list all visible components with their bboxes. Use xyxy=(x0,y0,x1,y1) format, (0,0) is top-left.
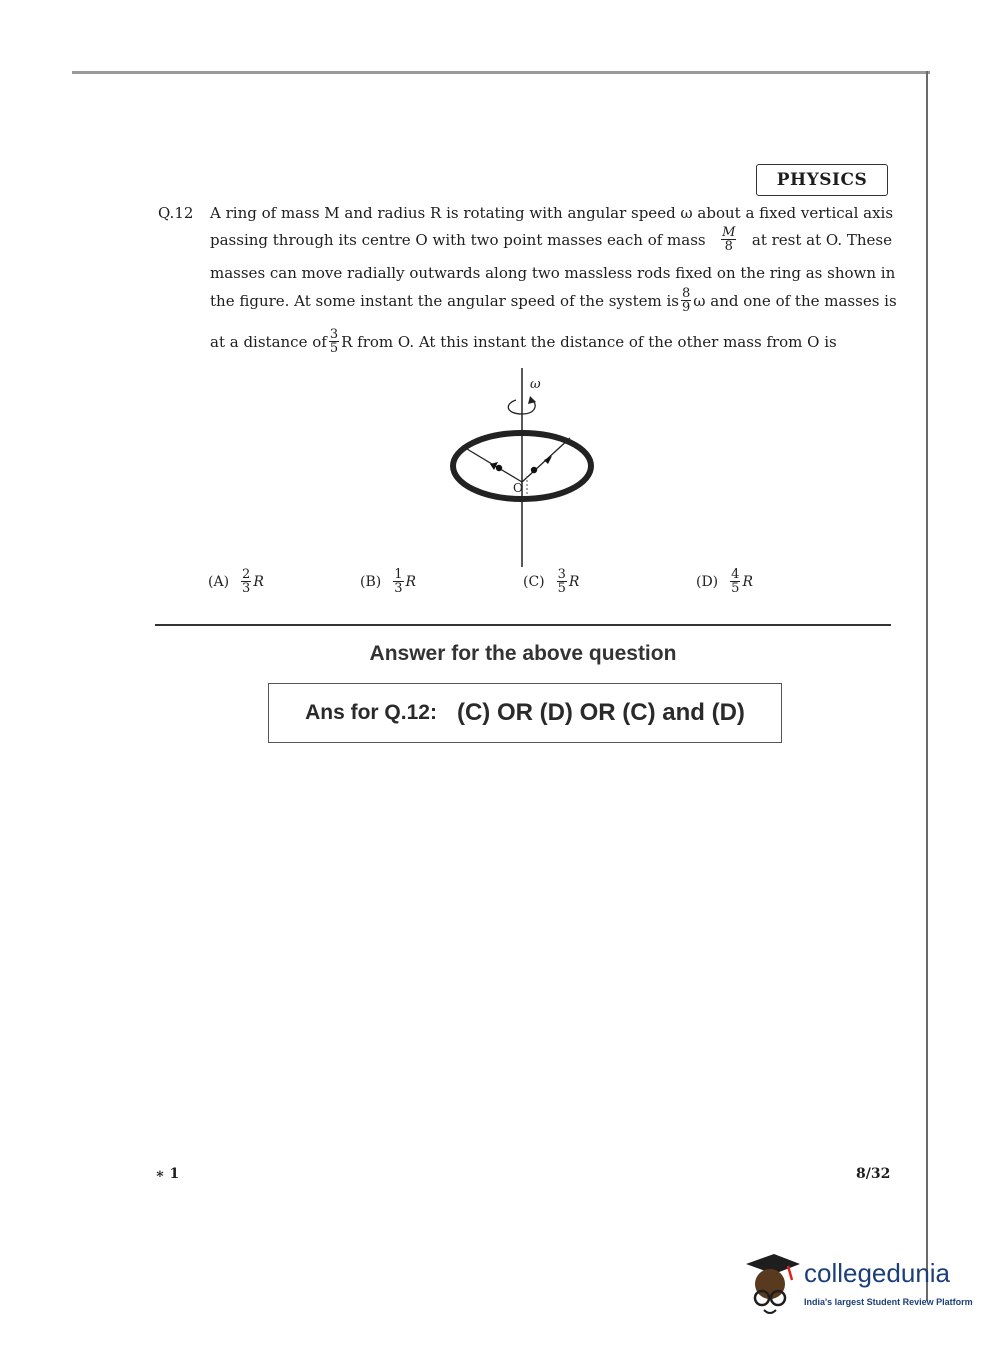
collegedunia-logo xyxy=(742,1250,972,1320)
subject-label: PHYSICS xyxy=(756,164,888,196)
option-d-num: 4 xyxy=(731,567,740,582)
option-c-unit: R xyxy=(568,573,580,590)
mass-fraction xyxy=(721,226,736,253)
page-top-border xyxy=(72,71,930,74)
question-line-3 xyxy=(210,264,896,282)
logo-name: collegedunia xyxy=(804,1258,951,1288)
mass-denominator: 8 xyxy=(724,239,733,254)
mascot-icon xyxy=(742,1250,802,1320)
option-b-num: 1 xyxy=(394,567,403,582)
question-line-1 xyxy=(210,204,892,222)
question-number: Q.12 xyxy=(158,204,194,222)
option-c-den: 5 xyxy=(557,581,566,596)
omega-label: ω xyxy=(530,377,541,392)
question-text-2a: passing through its centre O with two point masses each of mass xyxy=(210,230,706,249)
section-divider xyxy=(155,624,891,626)
footer-left: ∗ 1 xyxy=(155,1166,180,1182)
centre-label: O xyxy=(513,481,523,495)
option-a xyxy=(208,568,264,595)
question-text-3: masses can move radially outwards along two massless rods fixed on the ring as shown in xyxy=(210,264,896,282)
speed-denominator: 9 xyxy=(681,300,691,315)
speed-numerator: 8 xyxy=(681,286,691,301)
option-d-den: 5 xyxy=(731,581,740,596)
option-a-num: 2 xyxy=(242,567,251,582)
option-b xyxy=(360,568,416,595)
question-text-4a: the figure. At some instant the angular speed of the system is xyxy=(210,291,679,310)
answer-box xyxy=(268,683,782,743)
option-b-den: 3 xyxy=(394,581,403,596)
question-line-2 xyxy=(210,226,892,253)
answer-heading: Answer for the above question xyxy=(369,642,677,665)
option-c xyxy=(523,568,579,595)
option-c-num: 3 xyxy=(557,567,566,582)
question-text-1: A ring of mass M and radius R is rotating with angular speed ω about a fixed vertical axis xyxy=(210,204,894,222)
option-a-unit: R xyxy=(253,573,264,590)
question-text-5a: at a distance of xyxy=(210,332,327,351)
option-b-label: (B) xyxy=(360,573,382,590)
option-b-unit: R xyxy=(405,573,417,590)
question-line-5 xyxy=(210,328,892,355)
left-mass xyxy=(496,465,502,471)
option-a-label: (A) xyxy=(208,573,230,590)
page-number: 8/32 xyxy=(856,1166,891,1182)
question-text-2b: at rest at O. These xyxy=(751,230,892,249)
mass-numerator: M xyxy=(722,225,736,240)
question-line-4 xyxy=(210,286,897,315)
speed-fraction xyxy=(681,287,691,314)
ring-figure xyxy=(440,362,610,572)
question-text-5b: R from O. At this instant the distance of the other mass from O is xyxy=(341,332,837,351)
distance-denominator: 5 xyxy=(329,341,339,356)
distance-fraction xyxy=(329,328,339,355)
option-d-unit: R xyxy=(742,573,753,590)
answer-label: Ans for Q.12: xyxy=(305,701,437,724)
right-mass xyxy=(531,467,537,473)
option-a-den: 3 xyxy=(242,581,251,596)
option-c-label: (C) xyxy=(523,573,545,590)
page-right-border xyxy=(926,71,928,1301)
answer-text: (C) OR (D) OR (C) and (D) xyxy=(456,699,745,726)
option-d-label: (D) xyxy=(696,573,719,590)
logo-tagline: India's largest Student Review Platform xyxy=(804,1297,973,1307)
question-text-4b: ω and one of the masses is xyxy=(693,291,897,310)
distance-numerator: 3 xyxy=(329,327,339,342)
option-d xyxy=(696,568,753,595)
